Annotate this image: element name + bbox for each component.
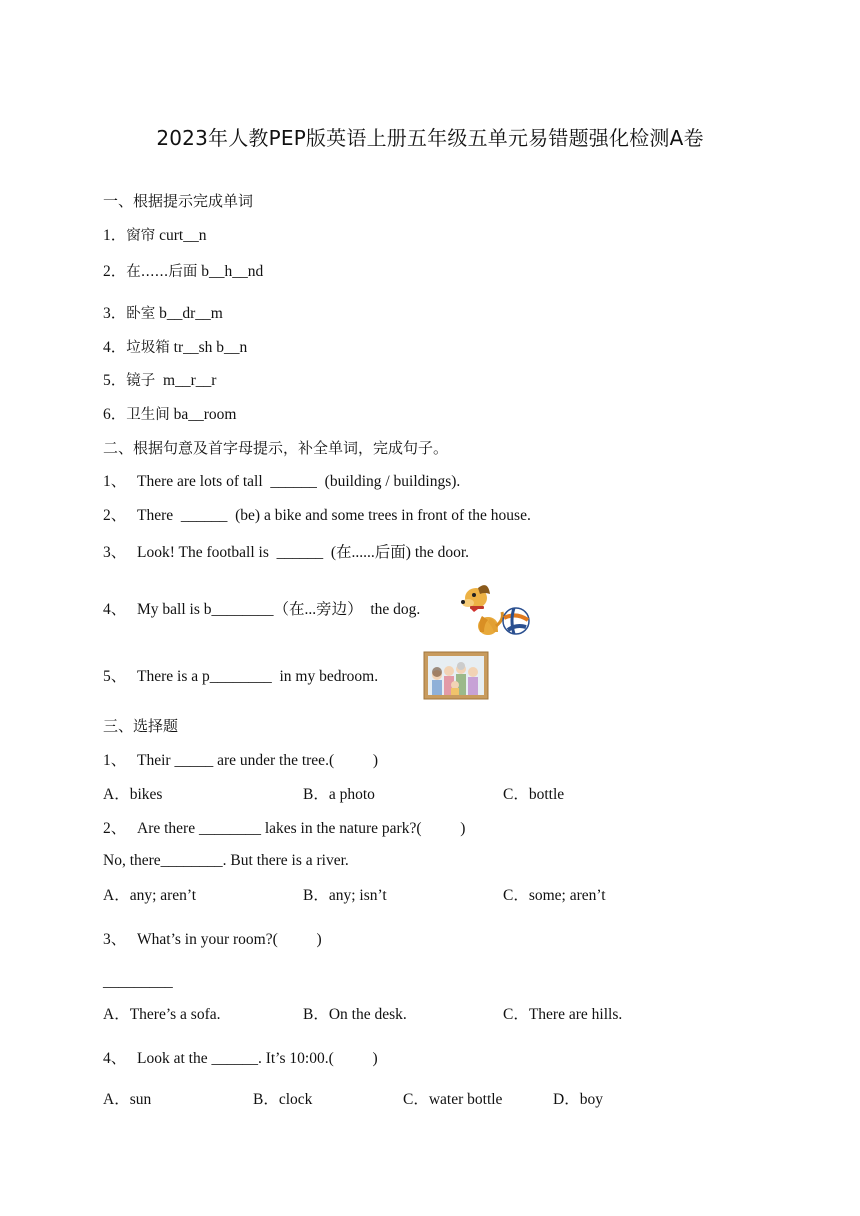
item-hint: 卧室 xyxy=(126,306,156,322)
page-title: 2023年人教PEP版英语上册五年级五单元易错题强化检测A卷 xyxy=(156,126,704,150)
item-sentence: My ball is b________（在...旁边） the dog. xyxy=(137,601,421,618)
s2-item-2 xyxy=(103,506,531,526)
item-sentence: There ______ (be) a bike and some trees in front of the house. xyxy=(137,507,531,524)
item-word: m__r__r xyxy=(155,372,217,389)
item-number: 3、 xyxy=(103,544,127,561)
section-3-heading: 三、选择题 xyxy=(103,717,179,735)
section-1-heading: 一、根据提示完成单词 xyxy=(103,192,254,210)
s3-question-4 xyxy=(103,1049,378,1069)
item-hint: 垃圾箱 xyxy=(126,340,170,356)
item-number: 3． xyxy=(103,305,127,322)
q3-option-c: C．There are hills. xyxy=(503,1006,623,1023)
q2-option-a: A．any; aren’t xyxy=(103,887,197,904)
item-number: 5、 xyxy=(103,668,127,685)
s1-item-1 xyxy=(103,226,207,246)
s1-item-5 xyxy=(103,371,216,391)
s2-item-1 xyxy=(103,472,460,492)
s1-item-2 xyxy=(103,262,263,282)
question-text: Are there ________ lakes in the nature park?( ) xyxy=(137,820,466,837)
s3-question-1 xyxy=(103,751,378,771)
q1-option-c: C．bottle xyxy=(503,786,565,803)
q4-option-b: B．clock xyxy=(253,1091,313,1108)
item-number: 1． xyxy=(103,227,127,244)
item-number: 2、 xyxy=(103,507,127,524)
question-number: 3、 xyxy=(103,931,127,948)
question-number: 2、 xyxy=(103,820,127,837)
item-sentence: There are lots of tall ______ (building / buildings). xyxy=(137,473,461,490)
question-text: What’s in your room?( ) xyxy=(137,931,322,948)
question-text: Their _____ are under the tree.( ) xyxy=(137,752,379,769)
item-number: 6． xyxy=(103,406,127,423)
s1-item-3 xyxy=(103,304,223,324)
item-number: 4、 xyxy=(103,601,127,618)
s1-item-4 xyxy=(103,338,247,358)
item-hint: 在......后面 xyxy=(126,264,198,280)
q4-option-d: D．boy xyxy=(553,1091,603,1108)
q3-option-b: B．On the desk. xyxy=(303,1006,407,1023)
s2-item-4 xyxy=(103,600,420,620)
q3-answer-blank: _________ xyxy=(103,973,173,990)
q2-option-b: B．any; isn’t xyxy=(303,887,387,904)
question-number: 4、 xyxy=(103,1050,127,1067)
q4-option-a: A．sun xyxy=(103,1091,152,1108)
s3-question-3 xyxy=(103,930,322,950)
item-word: b__dr__m xyxy=(155,305,223,322)
item-word: b__h__nd xyxy=(197,263,264,280)
section-2-heading: 二、根据句意及首字母提示，补全单词，完成句子。 xyxy=(103,439,449,457)
item-word: curt__n xyxy=(155,227,207,244)
item-sentence: There is a p________ in my bedroom. xyxy=(137,668,379,685)
q4-option-c: C．water bottle xyxy=(403,1091,503,1108)
s1-item-6 xyxy=(103,405,237,425)
item-hint: 卫生间 xyxy=(126,407,170,423)
q1-option-b: B．a photo xyxy=(303,786,375,803)
s2-item-5 xyxy=(103,667,378,687)
item-sentence: Look! The football is ______ (在......后面) the door. xyxy=(137,544,470,561)
q1-option-a: A．bikes xyxy=(103,786,163,803)
item-number: 4． xyxy=(103,339,127,356)
q2-option-c: C．some; aren’t xyxy=(503,887,606,904)
item-hint: 镜子 xyxy=(126,373,156,389)
item-word: ba__room xyxy=(169,406,237,423)
dog-with-ball-icon xyxy=(458,580,532,638)
item-number: 5． xyxy=(103,372,127,389)
s2-item-3 xyxy=(103,543,469,563)
s3-question-2 xyxy=(103,819,465,839)
question-text: Look at the ______. It’s 10:00.( ) xyxy=(137,1050,378,1067)
item-hint: 窗帘 xyxy=(126,228,156,244)
item-word: tr__sh b__n xyxy=(169,339,248,356)
item-number: 1、 xyxy=(103,473,127,490)
item-number: 2． xyxy=(103,263,127,280)
question-number: 1、 xyxy=(103,752,127,769)
family-photo-icon xyxy=(423,651,489,700)
q3-option-a: A．There’s a sofa. xyxy=(103,1006,221,1023)
q2-extra-line: No, there________. But there is a river. xyxy=(103,852,349,869)
